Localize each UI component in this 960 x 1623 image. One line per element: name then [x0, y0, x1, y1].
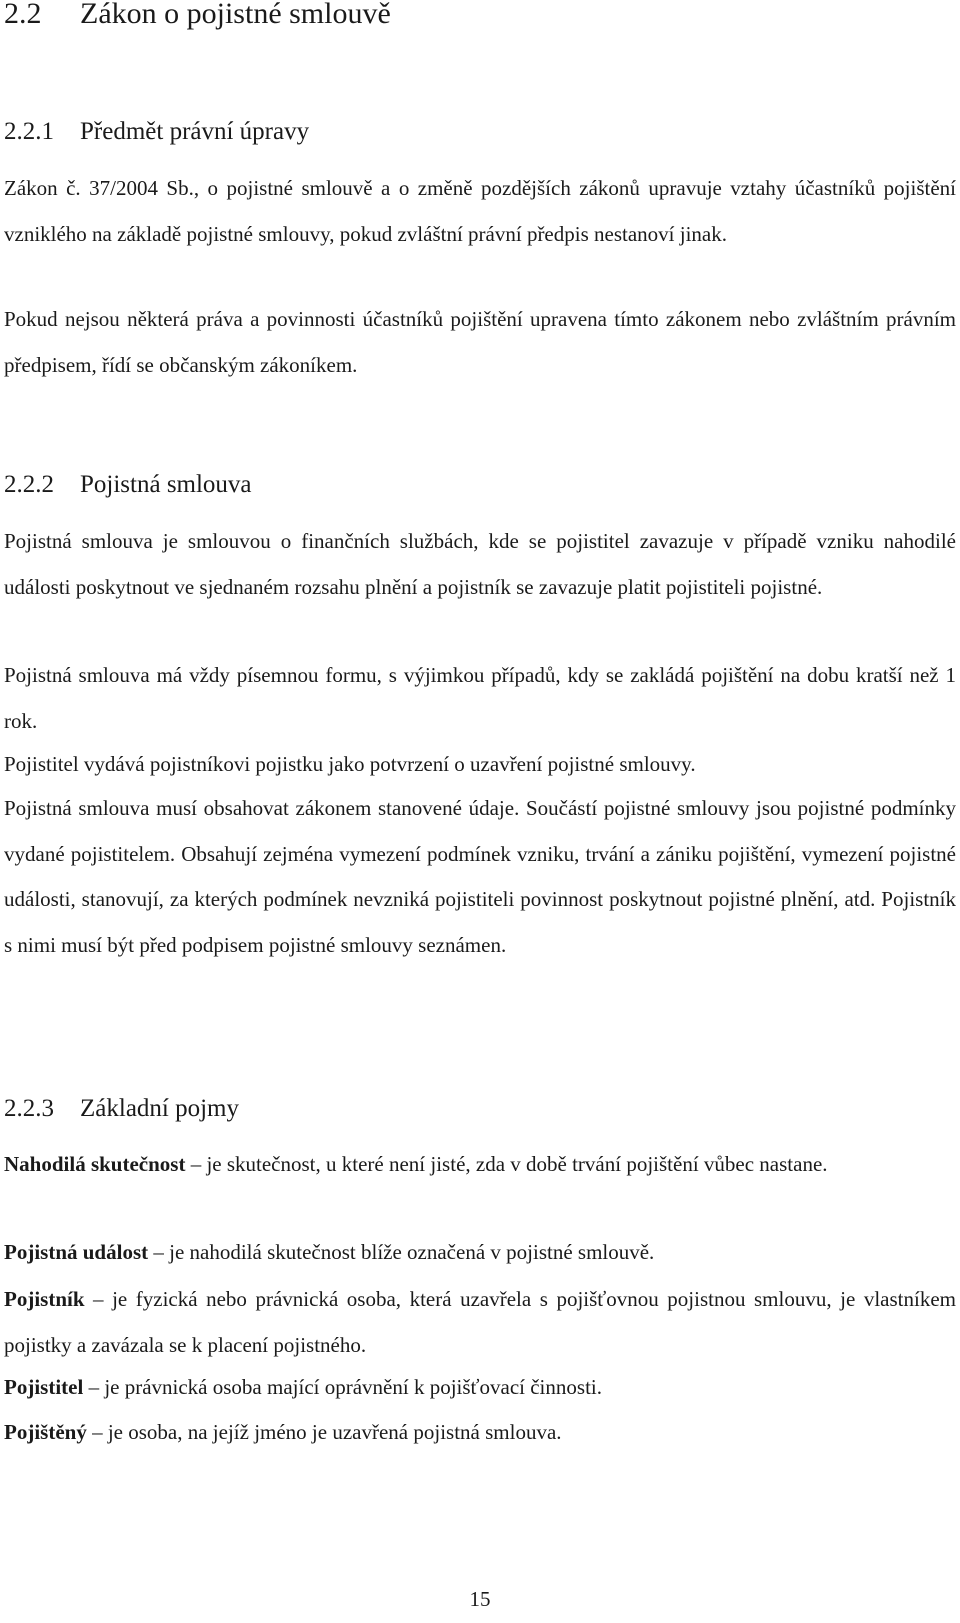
- definition-text: – je osoba, na jejíž jméno je uzavřená pojistná smlouva.: [86, 1420, 562, 1444]
- definition-term: Pojistník: [4, 1287, 85, 1311]
- subsection-heading-predmet: [4, 115, 309, 149]
- definition-term: Pojistitel: [4, 1375, 84, 1399]
- paragraph: Pojistitel vydává pojistníkovi pojistku jako potvrzení o uzavření pojistné smlouvy.: [4, 752, 696, 776]
- definition-text: – je právnická osoba mající oprávnění k pojišťovací činnosti.: [83, 1375, 602, 1399]
- paragraph: Pojistná smlouva je smlouvou o finančních službách, kde se pojistitel zavazuje v případě vzniku nahodilé události poskytnout ve sjednaném rozsahu plnění a pojistník se zavazuje platit pojistiteli pojistné.: [4, 529, 956, 599]
- subsection-title: Pojistná smlouva: [80, 471, 252, 498]
- subsection-number: 2.2.2: [4, 471, 54, 498]
- definition-item: [4, 1230, 956, 1276]
- definition-term: Nahodilá skutečnost: [4, 1152, 186, 1176]
- subsection-number: 2.2.3: [4, 1095, 54, 1122]
- section-heading: [4, 0, 391, 34]
- paragraph: Pojistná smlouva musí obsahovat zákonem stanovené údaje. Součástí pojistné smlouvy jsou pojistné podmínky vydané pojistitelem. Obsahují zejména vymezení podmínek vzniku, trvání a zániku pojištění, vymezení pojistné události, stanovují, za kterých podmínek nevzniká pojistiteli povinnost poskytnout pojistné plnění, atd. Pojistník s nimi musí být před podpisem pojistné smlouvy seznámen.: [4, 796, 956, 957]
- subsection-title: Předmět právní úpravy: [80, 118, 310, 145]
- subsection-heading-pojmy: [4, 1092, 239, 1126]
- definition-item: [4, 1365, 956, 1411]
- definition-term: Pojištěný: [4, 1420, 87, 1444]
- definition-text: – je nahodilá skutečnost blíže označená v pojistné smlouvě.: [148, 1240, 655, 1264]
- definition-item: [4, 1277, 956, 1368]
- paragraph: Zákon č. 37/2004 Sb., o pojistné smlouvě a o změně pozdějších zákonů upravuje vztahy účastníků pojištění vzniklého na základě pojistné smlouvy, pokud zvláštní právní předpis nestanoví jinak.: [4, 176, 956, 246]
- page-number: 15: [469, 1587, 491, 1611]
- definition-text: – je fyzická nebo právnická osoba, která uzavřela s pojišťovnou pojistnou smlouvu, je vlastníkem pojistky a zavázala se k placení pojistného.: [4, 1287, 956, 1357]
- subsection-title: Základní pojmy: [80, 1095, 239, 1122]
- subsection-number: 2.2.1: [4, 118, 54, 145]
- definition-text: – je skutečnost, u které není jisté, zda v době trvání pojištění vůbec nastane.: [185, 1152, 828, 1176]
- definition-item: [4, 1142, 956, 1188]
- paragraph: Pojistná smlouva má vždy písemnou formu, s výjimkou případů, kdy se zakládá pojištění na dobu kratší než 1 rok.: [4, 663, 956, 733]
- paragraph: Pokud nejsou některá práva a povinnosti účastníků pojištění upravena tímto zákonem nebo zvláštním právním předpisem, řídí se občanským zákoníkem.: [4, 307, 956, 377]
- definition-item: [4, 1410, 956, 1456]
- section-number: 2.2: [4, 0, 42, 30]
- section-title: Zákon o pojistné smlouvě: [80, 0, 391, 30]
- definition-term: Pojistná událost: [4, 1240, 149, 1264]
- subsection-heading-smlouva: [4, 468, 252, 502]
